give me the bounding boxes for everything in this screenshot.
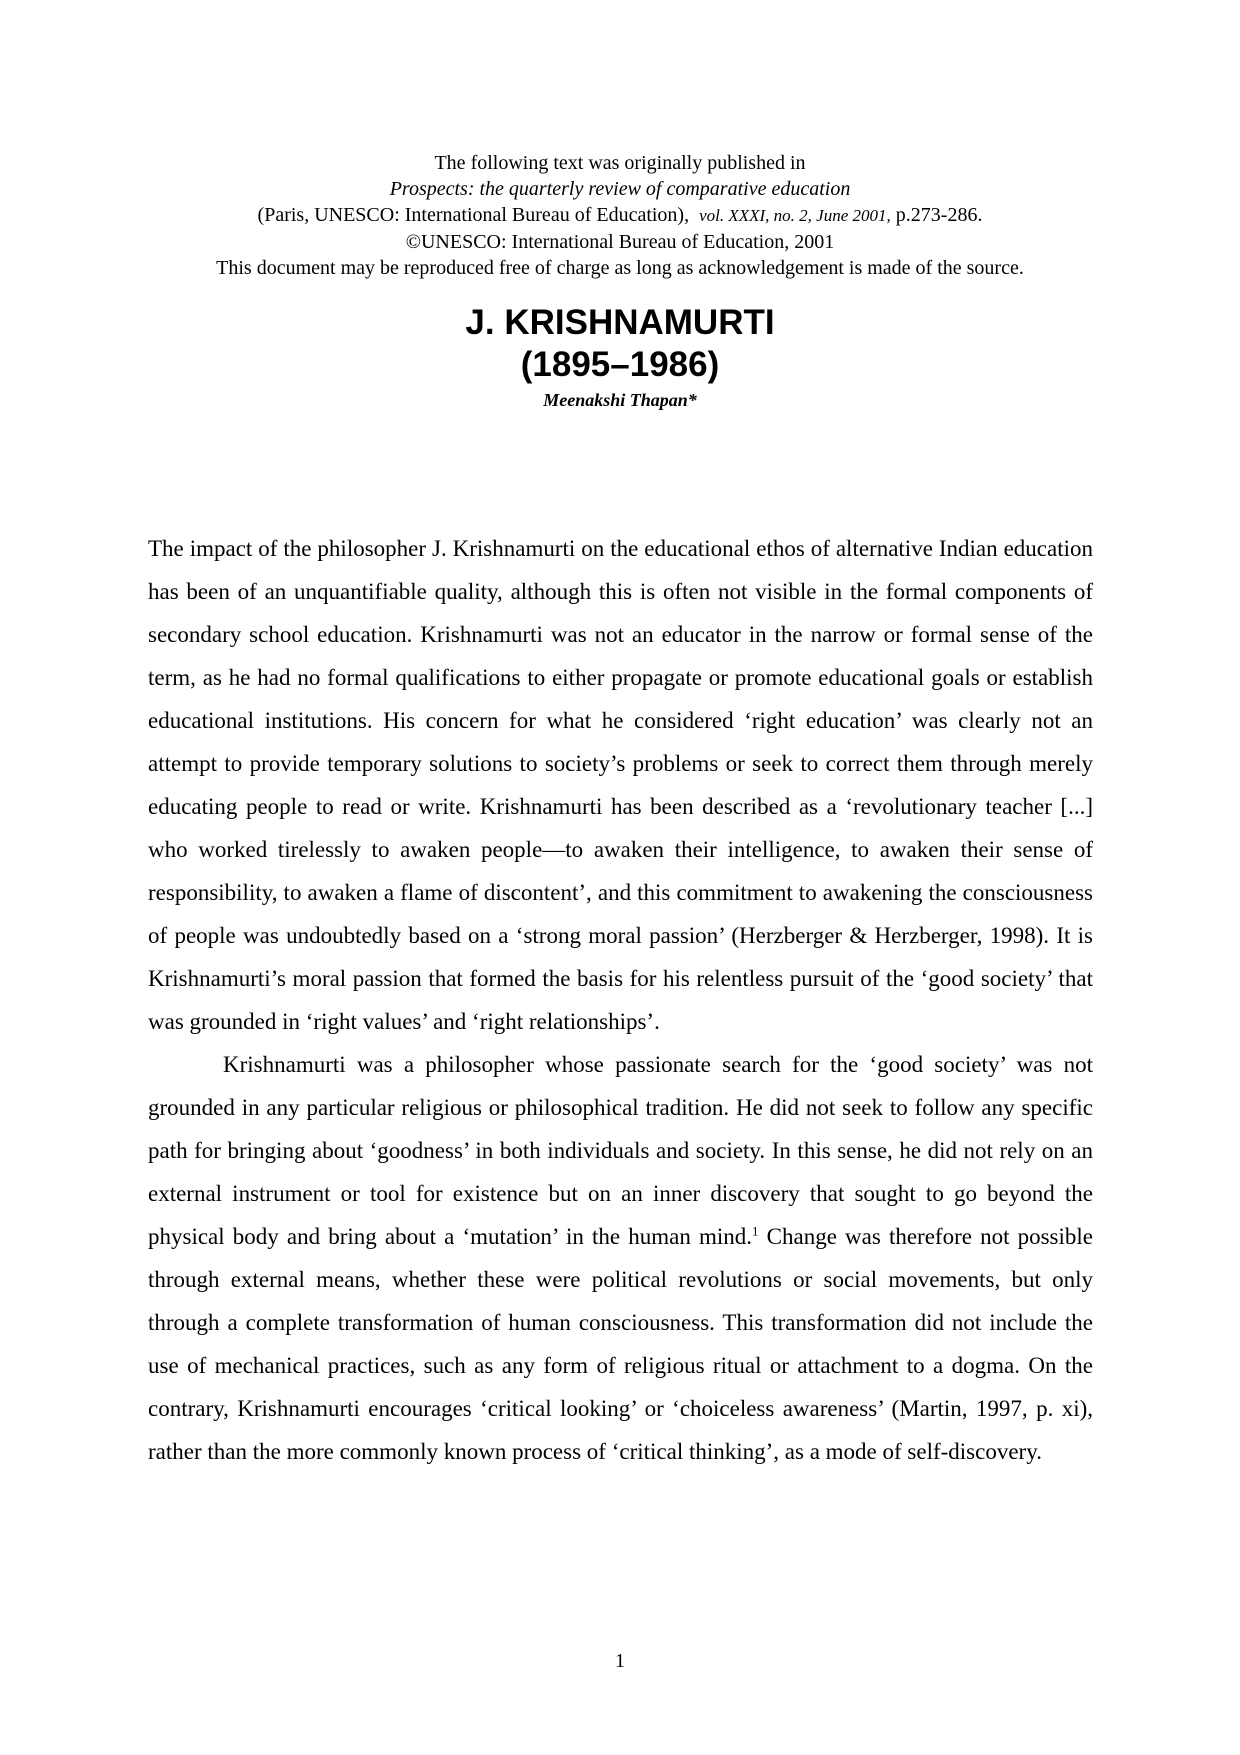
article-body bbox=[148, 527, 1093, 1473]
footnote-ref[interactable]: 1 bbox=[752, 1223, 759, 1239]
notice-journal-title: Prospects: the quarterly review of comparative education bbox=[389, 178, 851, 200]
notice-citation bbox=[0, 202, 1240, 229]
paragraph-2-part-1: Krishnamurti was a philosopher whose passionate search for the ‘good society’ was not grounded in any particular religious or philosophical tradition. He did not seek to follow any specific path for bringing about ‘goodness’ in both individuals and society. In this sense, he did not rely on an external instrument or tool for existence but on an inner discovery that sought to go beyond the physical body and bring about a ‘mutation’ in the human mind. bbox=[148, 1052, 1093, 1249]
notice-line-published: The following text was originally published in bbox=[434, 152, 806, 174]
author-name: Meenakshi Thapan* bbox=[543, 390, 697, 410]
notice-volume: vol. XXXI, no. 2, June 2001, bbox=[699, 206, 891, 225]
page-title: J. KRISHNAMURTI bbox=[465, 303, 775, 342]
notice-pages: p.273-286. bbox=[895, 204, 983, 226]
publication-notice bbox=[0, 150, 1240, 281]
title-years: (1895–1986) bbox=[520, 345, 720, 384]
page-number: 1 bbox=[615, 1650, 625, 1672]
paragraph-1: The impact of the philosopher J. Krishnamurti on the educational ethos of alternative Indian education has been of an unquantifiable quality, although this is often not visible in the formal components of secondary school education. Krishnamurti was not an educator in the narrow or formal sense of the term, as he had no formal qualifications to either propagate or promote educational goals or establish educational institutions. His concern for what he considered ‘right education’ was clearly not an attempt to provide temporary solutions to society’s problems or seek to correct them through merely educating people to read or write. Krishnamurti has been described as a ‘revolutionary teacher [...] who worked tirelessly to awaken people—to awaken their intelligence, to awaken their sense of responsibility, to awaken a flame of discontent’, and this commitment to awakening the consciousness of people was undoubtedly based on a ‘strong moral passion’ (Herzberger & Herzberger, 1998). It is Krishnamurti’s moral passion that formed the basis for his relentless pursuit of the ‘good society’ that was grounded in ‘right values’ and ‘right relationships’. bbox=[148, 536, 1093, 1034]
notice-publisher: (Paris, UNESCO: International Bureau of Education), bbox=[257, 204, 690, 226]
paragraph-2-part-2: Change was therefore not possible through external means, whether these were political revolutions or social movements, but only through a complete transformation of human consciousness. This transformation did not include the use of mechanical practices, such as any form of religious ritual or attachment to a dogma. On the contrary, Krishnamurti encourages ‘critical looking’ or ‘choiceless awareness’ (Martin, 1997, p. xi), rather than the more commonly known process of ‘critical thinking’, as a mode of self-discovery. bbox=[148, 1224, 1093, 1464]
paragraph-2 bbox=[148, 1043, 1093, 1473]
notice-reproduction: This document may be reproduced free of charge as long as acknowledgement is made of the source. bbox=[216, 257, 1024, 279]
title-block bbox=[0, 302, 1240, 412]
notice-copyright: ©UNESCO: International Bureau of Education, 2001 bbox=[405, 231, 835, 253]
